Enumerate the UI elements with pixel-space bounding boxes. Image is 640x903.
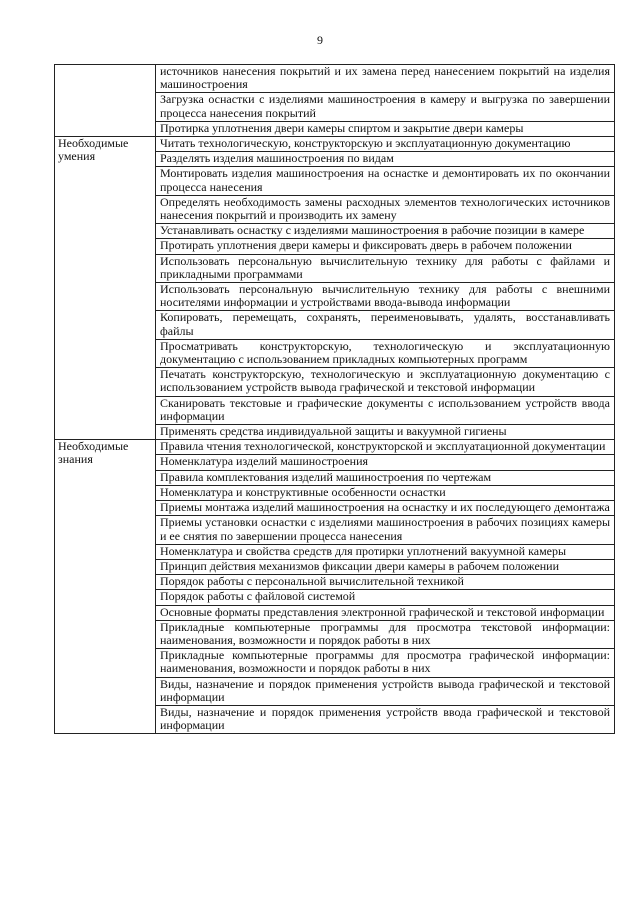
category-cell bbox=[55, 65, 156, 137]
item-cell: Разделять изделия машиностроения по видам bbox=[156, 152, 615, 167]
item-cell: Печатать конструкторскую, технологическую и эксплуатационную документацию с использованием устройств вывода графической и текстовой информации bbox=[156, 368, 615, 396]
item-cell: Протирка уплотнения двери камеры спиртом и закрытие двери камеры bbox=[156, 121, 615, 136]
item-cell: Прикладные компьютерные программы для просмотра текстовой информации: наименования, возможности и порядок работы в них bbox=[156, 620, 615, 648]
item-cell: Использовать персональную вычислительную технику для работы с файлами и прикладными программами bbox=[156, 254, 615, 282]
item-cell: Номенклатура изделий машиностроения bbox=[156, 455, 615, 470]
item-cell: Номенклатура и свойства средств для протирки уплотнений вакуумной камеры bbox=[156, 544, 615, 559]
item-cell: Определять необходимость замены расходных элементов технологических источников нанесения покрытий и производить их замену bbox=[156, 195, 615, 223]
item-cell: Просматривать конструкторскую, технологическую и эксплуатационную документацию с использованием прикладных компьютерных программ bbox=[156, 339, 615, 367]
item-cell: Правила чтения технологической, конструкторской и эксплуатационной документации bbox=[156, 440, 615, 455]
item-cell: Прикладные компьютерные программы для просмотра графической информации: наименования, возможности и порядок работы в них bbox=[156, 649, 615, 677]
page-number: 9 bbox=[317, 33, 323, 47]
item-cell: источников нанесения покрытий и их замена перед нанесением покрытий на изделия машиностроения bbox=[156, 65, 615, 93]
item-cell: Протирать уплотнения двери камеры и фиксировать дверь в рабочем положении bbox=[156, 239, 615, 254]
table-row bbox=[55, 440, 615, 455]
item-cell: Устанавливать оснастку с изделиями машиностроения в рабочие позиции в камере bbox=[156, 224, 615, 239]
item-cell: Копировать, перемещать, сохранять, переименовывать, удалять, восстанавливать файлы bbox=[156, 311, 615, 339]
item-cell: Порядок работы с персональной вычислительной техникой bbox=[156, 575, 615, 590]
item-cell: Принцип действия механизмов фиксации двери камеры в рабочем положении bbox=[156, 559, 615, 574]
item-cell: Виды, назначение и порядок применения устройств ввода графической и текстовой информации bbox=[156, 705, 615, 733]
requirements-table bbox=[54, 64, 615, 734]
item-cell: Номенклатура и конструктивные особенности оснастки bbox=[156, 485, 615, 500]
item-cell: Загрузка оснастки с изделиями машиностроения в камеру и выгрузка по завершении процесса нанесения покрытий bbox=[156, 93, 615, 121]
item-cell: Монтировать изделия машиностроения на оснастке и демонтировать их по окончании процесса нанесения bbox=[156, 167, 615, 195]
item-cell: Основные форматы представления электронной графической и текстовой информации bbox=[156, 605, 615, 620]
table-row bbox=[55, 137, 615, 152]
item-cell: Порядок работы с файловой системой bbox=[156, 590, 615, 605]
item-cell: Применять средства индивидуальной защиты и вакуумной гигиены bbox=[156, 425, 615, 440]
category-cell: Необходимые умения bbox=[55, 137, 156, 440]
item-cell: Сканировать текстовые и графические документы с использованием устройств ввода информации bbox=[156, 396, 615, 424]
category-cell: Необходимые знания bbox=[55, 440, 156, 734]
item-cell: Использовать персональную вычислительную технику для работы с внешними носителями информации и устройствами ввода-вывода информации bbox=[156, 283, 615, 311]
item-cell: Приемы установки оснастки с изделиями машиностроения в рабочих позициях камеры и ее снятия по завершении процесса нанесения bbox=[156, 516, 615, 544]
item-cell: Читать технологическую, конструкторскую и эксплуатационную документацию bbox=[156, 137, 615, 152]
item-cell: Приемы монтажа изделий машиностроения на оснастку и их последующего демонтажа bbox=[156, 501, 615, 516]
item-cell: Правила комплектования изделий машиностроения по чертежам bbox=[156, 470, 615, 485]
table-row bbox=[55, 65, 615, 93]
item-cell: Виды, назначение и порядок применения устройств вывода графической и текстовой информации bbox=[156, 677, 615, 705]
